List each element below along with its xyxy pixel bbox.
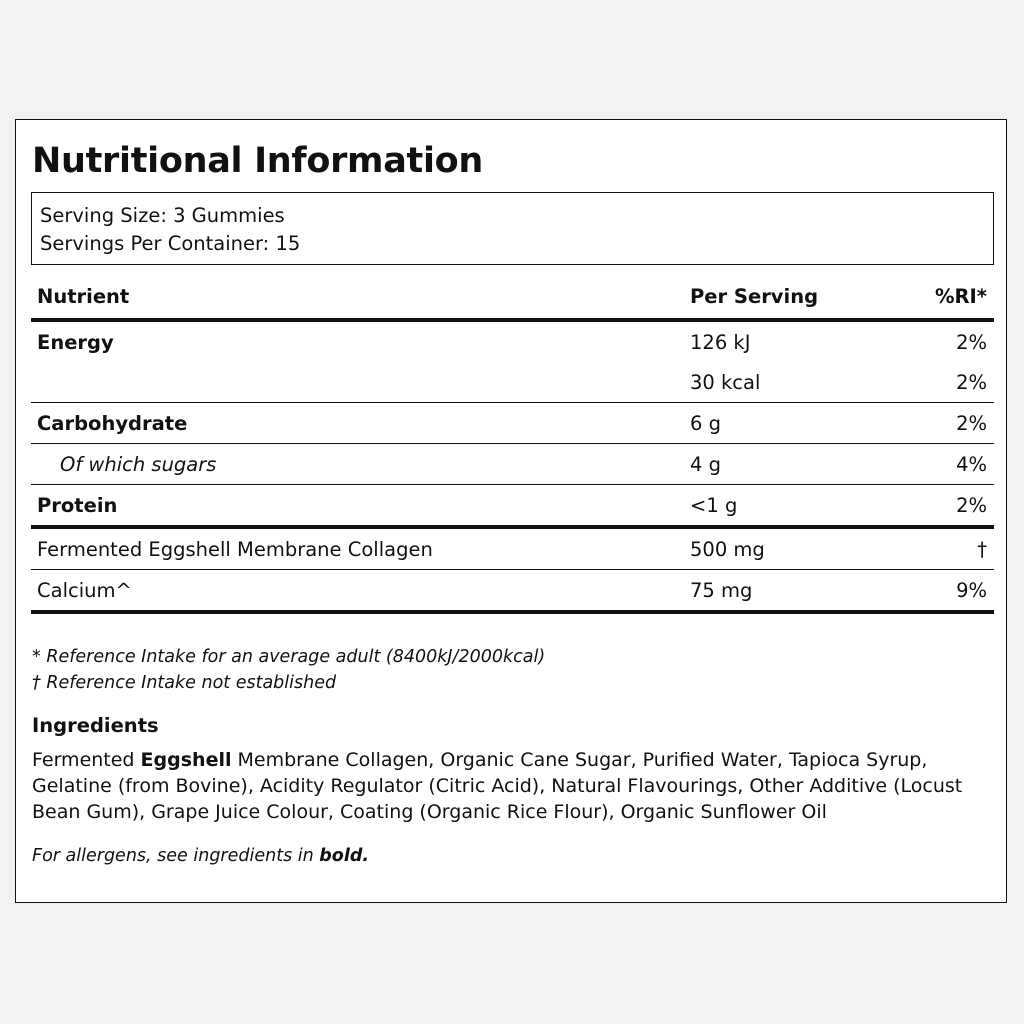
ingredients-allergen: Eggshell (140, 749, 232, 771)
nutrient-amount: 75 mg (690, 579, 753, 602)
ingredients-rest: Membrane Collagen, Organic Cane Sugar, Purified Water, Tapioca Syrup, Gelatine (from Bovine), Acidity Regulator (Citric Acid), Natural Flavourings, Other Additive (Locust Bean Gum), Grape Juice Colour, Coating (Organic Rice Flour), Organic Sunflower Oil (32, 749, 963, 823)
nutrient-ri: 4% (956, 453, 987, 476)
allergen-note (32, 846, 369, 866)
nutrient-amount: 126 kJ (690, 331, 751, 354)
nutrient-name: Energy (37, 331, 114, 354)
table-header-row (31, 278, 994, 322)
footnote-ri: * Reference Intake for an average adult (8400kJ/2000kcal) (32, 647, 546, 667)
serving-size: Serving Size: 3 Gummies (40, 204, 285, 227)
nutrition-table (31, 278, 994, 614)
nutrient-name: Of which sugars (60, 453, 217, 476)
nutrient-name: Calcium^ (37, 579, 132, 602)
table-row-carbohydrate (31, 403, 994, 444)
nutrient-amount: 4 g (690, 453, 721, 476)
nutrient-name: Fermented Eggshell Membrane Collagen (37, 538, 433, 561)
ingredients-text (32, 747, 994, 825)
serving-info-box (31, 192, 994, 265)
footnotes (32, 644, 545, 696)
table-row-energy-kj (31, 322, 994, 362)
nutrient-ri: 9% (956, 579, 987, 602)
header-per-serving: Per Serving (690, 285, 819, 308)
page-title: Nutritional Information (32, 141, 484, 181)
ingredients-prefix: Fermented (32, 749, 141, 771)
table-row-collagen (31, 529, 994, 570)
allergen-note-text: For allergens, see ingredients in (32, 846, 320, 866)
footnote-not-established: † Reference Intake not established (32, 673, 337, 693)
ingredients-title: Ingredients (32, 714, 159, 737)
servings-per-container: Servings Per Container: 15 (40, 232, 301, 255)
table-row-calcium (31, 570, 994, 614)
nutrient-name: Protein (37, 494, 118, 517)
nutrient-amount: 500 mg (690, 538, 765, 561)
table-row-protein (31, 485, 994, 529)
nutrient-amount: 30 kcal (690, 371, 761, 394)
nutrient-ri: 2% (956, 412, 987, 435)
nutrient-amount: <1 g (690, 494, 738, 517)
header-nutrient: Nutrient (37, 285, 130, 308)
nutrient-amount: 6 g (690, 412, 721, 435)
table-row-energy-kcal (31, 362, 994, 403)
nutrient-ri: 2% (956, 494, 987, 517)
nutrient-ri: † (977, 538, 987, 561)
nutrient-ri: 2% (956, 371, 987, 394)
nutrient-ri: 2% (956, 331, 987, 354)
header-ri: %RI* (934, 285, 987, 308)
nutrient-name: Carbohydrate (37, 412, 188, 435)
table-row-sugars (31, 444, 994, 485)
allergen-note-bold: bold. (319, 846, 370, 866)
nutrition-label (15, 119, 1007, 903)
